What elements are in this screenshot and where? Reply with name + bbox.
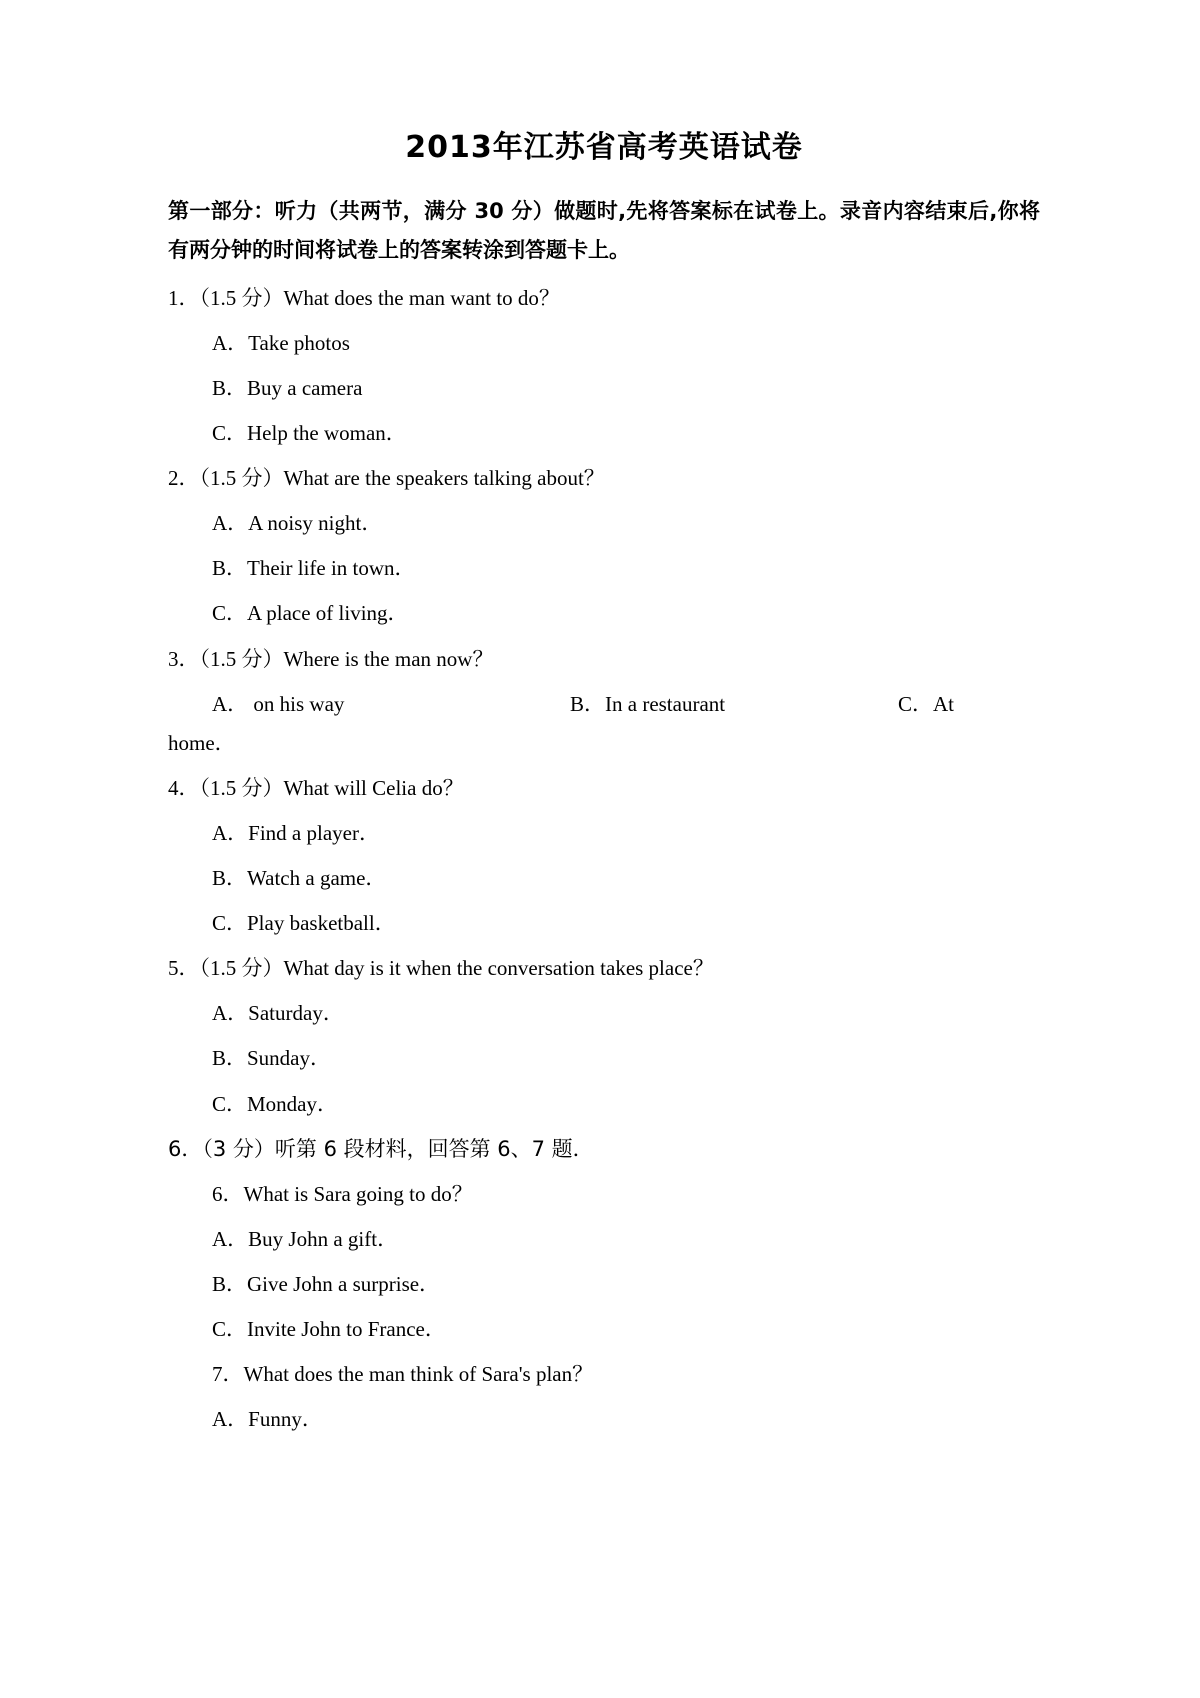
section-intro: 第一部分：听力（共两节，满分 30 分）做题时,先将答案标在试卷上。录音内容结束后,你将有两分钟的时间将试卷上的答案转涂到答题卡上。 — [168, 199, 1040, 262]
question-option-overflow: home． — [168, 730, 236, 755]
question-option: B．Sunday． — [212, 1046, 332, 1071]
question-option: A．Take photos — [212, 330, 350, 355]
question-option: C．Help the woman． — [212, 421, 407, 446]
question-option: A．Buy John a gift． — [212, 1226, 399, 1251]
question-option-row — [168, 686, 1040, 716]
question-stem: 4．（1.5 分）What will Celia do？ — [168, 775, 464, 800]
question-option: A．A noisy night． — [212, 511, 383, 536]
question-option: A．Saturday． — [212, 1001, 344, 1026]
page-title: 2013年江苏省高考英语试卷 — [405, 130, 803, 165]
question-option: B．Watch a game． — [212, 866, 387, 890]
question-option: A． on his way — [212, 691, 345, 716]
question-option: B．In a restaurant — [570, 691, 726, 716]
question-option: B．Their life in town． — [212, 556, 416, 581]
question-stem: 3．（1.5 分）Where is the man now？ — [168, 646, 494, 671]
question-stem: 5．（1.5 分）What day is it when the conversation takes place？ — [168, 956, 714, 981]
question-option: A．Find a player． — [212, 820, 380, 845]
question-sub-stem: 7．What does the man think of Sara's plan？ — [212, 1362, 594, 1387]
question-option: C．Monday． — [212, 1091, 338, 1116]
question-option: B．Give John a surprise． — [212, 1271, 441, 1296]
question-option: C．Invite John to France． — [212, 1317, 446, 1342]
question-stem: 6．（3 分）听第 6 段材料，回答第 6、7 题． — [168, 1136, 594, 1161]
question-option: C．Play basketball． — [212, 911, 396, 936]
question-option: B．Buy a camera — [212, 375, 363, 400]
question-stem: 1．（1.5 分）What does the man want to do？ — [168, 285, 560, 310]
question-sub-stem: 6．What is Sara going to do？ — [212, 1181, 473, 1206]
question-stem: 2．（1.5 分）What are the speakers talking about？ — [168, 466, 605, 491]
question-option: C．A place of living． — [212, 601, 409, 626]
question-option: A．Funny． — [212, 1407, 323, 1432]
question-option: C．At — [898, 691, 955, 716]
